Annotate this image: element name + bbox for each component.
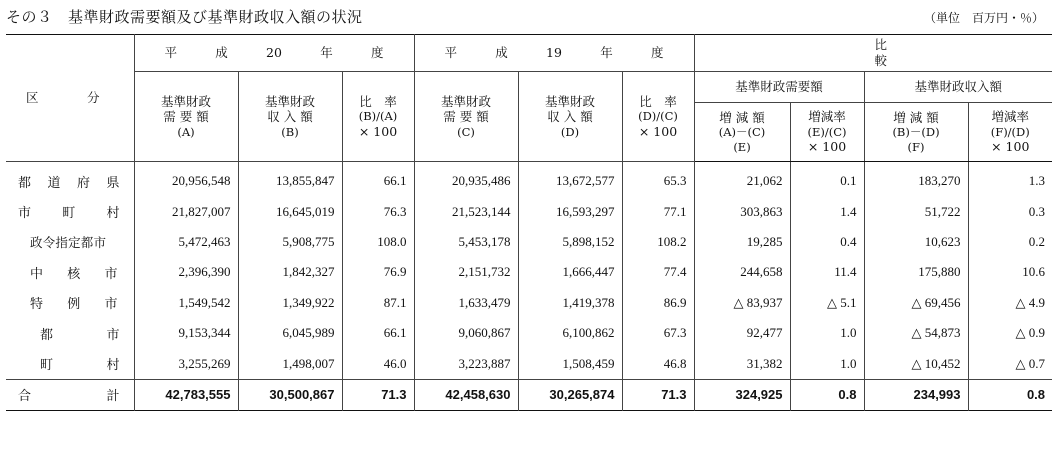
cell-d: 30,265,874 [518, 379, 622, 410]
cell-b: 6,045,989 [238, 318, 342, 348]
cell-b: 5,908,775 [238, 227, 342, 257]
cell-ba: 87.1 [342, 288, 414, 318]
cell-d: 1,508,459 [518, 348, 622, 379]
header-col-ba: 比 率 (B)/(A) × 100 [342, 72, 414, 162]
header-col-a: 基準財政 需 要 額 (A) [134, 72, 238, 162]
header-col-c: 基準財政 需 要 額 (C) [414, 72, 518, 162]
cell-d: 1,666,447 [518, 257, 622, 287]
cell-e: 303,863 [694, 196, 790, 226]
cell-ec: 0.4 [790, 227, 864, 257]
header-col-dc: 比 率 (D)/(C) × 100 [622, 72, 694, 162]
table-row-cities [6, 318, 1052, 348]
cell-ba: 76.3 [342, 196, 414, 226]
cell-c: 1,633,479 [414, 288, 518, 318]
cell-e: 244,658 [694, 257, 790, 287]
row-label: 政令指定都市 [6, 227, 134, 257]
cell-c: 9,060,867 [414, 318, 518, 348]
cell-a: 5,472,463 [134, 227, 238, 257]
cell-f: 10,623 [864, 227, 968, 257]
cell-f: 234,993 [864, 379, 968, 410]
cell-dc: 86.9 [622, 288, 694, 318]
cell-f: 51,722 [864, 196, 968, 226]
cell-dc: 67.3 [622, 318, 694, 348]
page-header [0, 0, 1056, 32]
cell-f: 175,880 [864, 257, 968, 287]
cell-f: △ 69,456 [864, 288, 968, 318]
cell-c: 20,935,486 [414, 162, 518, 197]
fiscal-needs-revenue-table [6, 34, 1052, 411]
cell-ec: 1.0 [790, 348, 864, 379]
header-h19: 平 成 19 年 度 [414, 35, 694, 72]
row-label: 市町村 [6, 196, 134, 226]
cell-a: 9,153,344 [134, 318, 238, 348]
cell-ba: 66.1 [342, 318, 414, 348]
header-juyou-group: 基準財政需要額 [694, 72, 864, 103]
cell-dc: 65.3 [622, 162, 694, 197]
cell-fd: △ 0.7 [1015, 355, 1046, 371]
cell-e: 324,925 [694, 379, 790, 410]
cell-c: 2,151,732 [414, 257, 518, 287]
table-row-towns-villages [6, 348, 1052, 379]
cell-ec: 11.4 [790, 257, 864, 287]
cell-a: 1,549,542 [134, 288, 238, 318]
cell-ba: 76.9 [342, 257, 414, 287]
row-label: 合計 [6, 379, 134, 410]
cell-d: 5,898,152 [518, 227, 622, 257]
cell-fd: 0.8 [968, 379, 1052, 410]
cell-c: 5,453,178 [414, 227, 518, 257]
cell-ec: 1.0 [790, 318, 864, 348]
cell-dc: 77.1 [622, 196, 694, 226]
cell-b: 1,498,007 [238, 348, 342, 379]
header-col-f: 増 減 額 (B)－(D) (F) [864, 103, 968, 162]
cell-f: △ 54,873 [864, 318, 968, 348]
cell-a: 2,396,390 [134, 257, 238, 287]
table-row-core-cities [6, 257, 1052, 287]
table-row-special-cities [6, 288, 1052, 318]
row-label: 都市 [6, 318, 134, 348]
cell-c: 21,523,144 [414, 196, 518, 226]
cell-f: △ 10,452 [864, 348, 968, 379]
header-col-fd: 増減率 (F)/(D) × 100 [968, 103, 1052, 162]
cell-fd: △ 0.9 [1015, 325, 1046, 341]
cell-ec: 1.4 [790, 196, 864, 226]
table-row-municipalities [6, 196, 1052, 226]
cell-dc: 46.8 [622, 348, 694, 379]
cell-c: 3,223,887 [414, 348, 518, 379]
cell-a: 42,783,555 [134, 379, 238, 410]
cell-dc: 71.3 [622, 379, 694, 410]
cell-d: 1,419,378 [518, 288, 622, 318]
cell-fd: △ 4.9 [1015, 294, 1046, 310]
cell-b: 16,645,019 [238, 196, 342, 226]
row-label: 町村 [6, 348, 134, 379]
table-row-prefectures [6, 162, 1052, 197]
cell-fd: 10.6 [1022, 264, 1046, 280]
cell-e: 19,285 [694, 227, 790, 257]
cell-e: 21,062 [694, 162, 790, 197]
cell-b: 1,842,327 [238, 257, 342, 287]
cell-ba: 71.3 [342, 379, 414, 410]
cell-ba: 108.0 [342, 227, 414, 257]
cell-fd: 0.3 [1028, 203, 1046, 219]
cell-dc: 108.2 [622, 227, 694, 257]
cell-b: 30,500,867 [238, 379, 342, 410]
cell-a: 21,827,007 [134, 196, 238, 226]
header-kubun: 区 分 [6, 35, 134, 162]
cell-e: 31,382 [694, 348, 790, 379]
cell-b: 13,855,847 [238, 162, 342, 197]
page-title: その３ 基準財政需要額及び基準財政収入額の状況 [6, 8, 363, 26]
cell-b: 1,349,922 [238, 288, 342, 318]
header-col-b: 基準財政 収 入 額 (B) [238, 72, 342, 162]
cell-d: 16,593,297 [518, 196, 622, 226]
cell-fd: 0.2 [1028, 233, 1046, 249]
header-col-e: 増 減 額 (A)－(C) (E) [694, 103, 790, 162]
header-col-d: 基準財政 収 入 額 (D) [518, 72, 622, 162]
row-label: 中核市 [6, 257, 134, 287]
cell-d: 6,100,862 [518, 318, 622, 348]
unit-note: （単位 百万円・％） [923, 11, 1044, 25]
cell-ba: 66.1 [342, 162, 414, 197]
row-label: 特例市 [6, 288, 134, 318]
row-label: 都道府県 [6, 162, 134, 197]
cell-e: △ 83,937 [694, 288, 790, 318]
cell-ec: △ 5.1 [790, 288, 864, 318]
header-h20: 平 成 20 年 度 [134, 35, 414, 72]
cell-c: 42,458,630 [414, 379, 518, 410]
cell-a: 20,956,548 [134, 162, 238, 197]
table-row-designated-cities [6, 227, 1052, 257]
cell-fd: 1.3 [1028, 173, 1046, 189]
cell-ec: 0.8 [790, 379, 864, 410]
cell-ba: 46.0 [342, 348, 414, 379]
header-col-ec: 増減率 (E)/(C) × 100 [790, 103, 864, 162]
cell-a: 3,255,269 [134, 348, 238, 379]
cell-d: 13,672,577 [518, 162, 622, 197]
header-hikaku: 比 較 [694, 35, 1052, 72]
cell-ec: 0.1 [790, 162, 864, 197]
cell-e: 92,477 [694, 318, 790, 348]
cell-dc: 77.4 [622, 257, 694, 287]
header-shunyu-group: 基準財政収入額 [864, 72, 1052, 103]
table-row-total [6, 379, 1052, 410]
cell-f: 183,270 [864, 162, 968, 197]
